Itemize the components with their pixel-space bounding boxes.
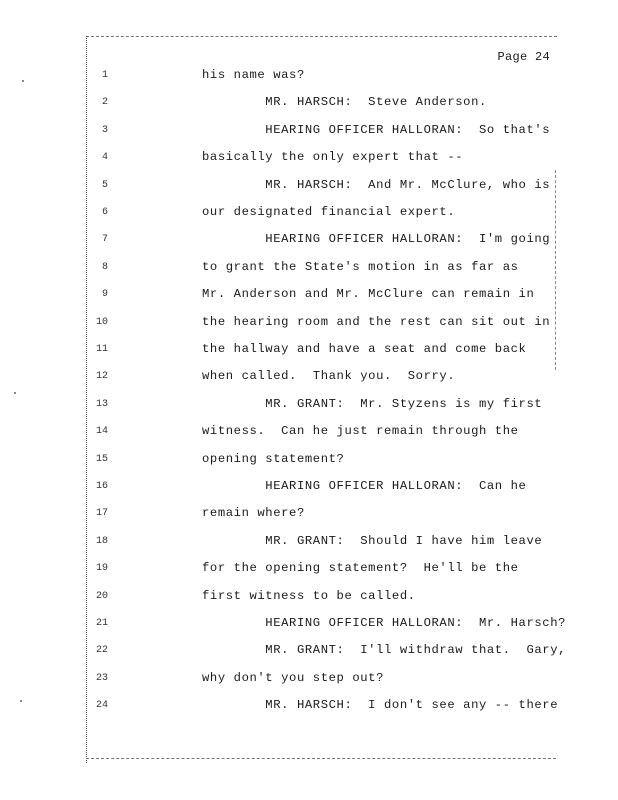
line-number: 3 <box>101 124 108 136</box>
transcript-line: remain where? <box>202 506 305 521</box>
transcript-line: MR. HARSCH: I don't see any -- there <box>202 698 559 713</box>
transcript-line: MR. HARSCH: Steve Anderson. <box>202 95 487 110</box>
transcript-line: basically the only expert that -- <box>202 150 464 165</box>
line-number: 18 <box>95 535 108 547</box>
transcript-line: why don't you step out? <box>202 670 385 685</box>
transcript-line: our designated financial expert. <box>202 205 456 219</box>
transcript-line: opening statement? <box>202 451 345 466</box>
line-number: 20 <box>95 590 108 602</box>
line-number: 23 <box>95 672 108 684</box>
transcript-line: MR. GRANT: Should I have him leave <box>202 533 543 548</box>
transcript-line: MR. HARSCH: And Mr. McClure, who is <box>202 177 551 192</box>
scan-speck <box>14 392 16 394</box>
transcript-line: first witness to be called. <box>202 588 416 603</box>
line-number: 17 <box>95 508 108 520</box>
scan-speck <box>20 700 22 702</box>
line-number: 14 <box>95 426 108 438</box>
transcript-line: MR. GRANT: Mr. Styzens is my first <box>202 396 543 411</box>
line-number: 8 <box>101 261 108 273</box>
line-number: 9 <box>101 289 108 301</box>
transcript-line: the hearing room and the rest can sit out in <box>202 314 551 329</box>
transcript-line: for the opening statement? He'll be the <box>202 561 519 576</box>
transcript-line: his name was? <box>202 68 305 82</box>
line-number: 10 <box>95 316 108 328</box>
transcript-line: Mr. Anderson and Mr. McClure can remain in <box>202 287 535 302</box>
line-number: 1 <box>101 70 108 81</box>
scan-speck <box>22 80 24 82</box>
line-number: 21 <box>95 618 108 629</box>
line-number: 7 <box>101 234 108 246</box>
transcript-line: HEARING OFFICER HALLORAN: Can he <box>202 479 527 493</box>
line-number: 24 <box>95 700 108 712</box>
transcript-line: HEARING OFFICER HALLORAN: I'm going <box>202 232 551 247</box>
page-number: Page 24 <box>497 50 550 64</box>
line-number: 13 <box>95 398 108 410</box>
line-number: 19 <box>95 563 108 575</box>
transcript-line: HEARING OFFICER HALLORAN: So that's <box>202 122 551 137</box>
page-border-right <box>555 170 556 370</box>
page-border-bottom <box>86 758 556 759</box>
line-number: 22 <box>95 645 108 657</box>
transcript-line: to grant the State's motion in as far as <box>202 259 519 274</box>
transcript-line: HEARING OFFICER HALLORAN: Mr. Harsch? <box>202 616 567 630</box>
line-number: 11 <box>95 344 108 355</box>
transcript-line: MR. GRANT: I'll withdraw that. Gary, <box>202 643 567 658</box>
transcript-line: when called. Thank you. Sorry. <box>202 369 456 384</box>
transcript-line: the hallway and have a seat and come back <box>202 342 527 356</box>
line-number: 2 <box>101 97 108 109</box>
line-number: 15 <box>95 453 108 465</box>
line-number: 5 <box>101 179 108 191</box>
line-number: 16 <box>95 481 108 492</box>
transcript-line: witness. Can he just remain through the <box>202 424 519 439</box>
line-number: 4 <box>101 152 108 164</box>
line-number: 6 <box>101 207 108 218</box>
line-number: 12 <box>95 371 108 383</box>
